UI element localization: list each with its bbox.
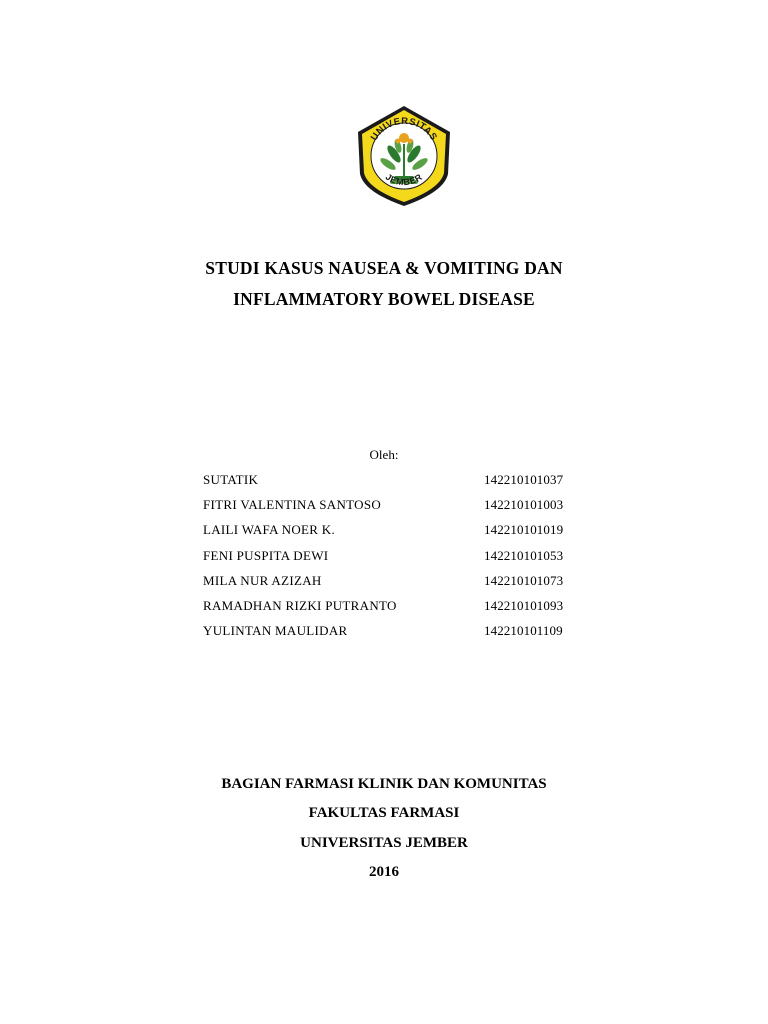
- author-row: [203, 573, 623, 598]
- author-row: [203, 472, 623, 497]
- author-name: FITRI VALENTINA SANTOSO: [203, 497, 382, 513]
- author-name: MILA NUR AZIZAH: [203, 572, 322, 588]
- document-title-line-2: INFLAMMATORY BOWEL DISEASE: [233, 289, 535, 309]
- author-nim: 142210101003: [484, 497, 564, 513]
- document-title-line-1: STUDI KASUS NAUSEA & VOMITING DAN: [205, 258, 563, 278]
- author-row: [203, 598, 623, 623]
- author-name: SUTATIK: [203, 472, 259, 487]
- author-list: [203, 472, 623, 648]
- document-year: 2016: [369, 864, 399, 880]
- author-nim: 142210101037: [484, 472, 564, 487]
- author-name: RAMADHAN RIZKI PUTRANTO: [203, 597, 397, 613]
- university-name: UNIVERSITAS JEMBER: [300, 835, 468, 851]
- department-name: BAGIAN FARMASI KLINIK DAN KOMUNITAS: [221, 776, 547, 792]
- author-name: YULINTAN MAULIDAR: [203, 623, 348, 639]
- author-row: [203, 497, 623, 522]
- author-row: [203, 548, 623, 573]
- author-nim: 142210101093: [484, 597, 564, 613]
- author-name: FENI PUSPITA DEWI: [203, 547, 329, 563]
- author-row: [203, 522, 623, 547]
- author-name: LAILI WAFA NOER K.: [203, 522, 336, 538]
- author-nim: 142210101053: [484, 547, 564, 563]
- author-nim: 142210101109: [484, 623, 563, 639]
- faculty-name: FAKULTAS FARMASI: [308, 805, 460, 821]
- university-logo: [352, 104, 456, 208]
- authors-heading: Oleh:: [369, 447, 399, 462]
- author-nim: 142210101019: [484, 522, 564, 538]
- logo-text-bottom: JEMBER: [383, 171, 425, 188]
- author-nim: 142210101073: [484, 572, 564, 588]
- logo-text-top: UNIVERSITAS: [368, 115, 440, 143]
- university-emblem-icon: [352, 104, 456, 208]
- author-row: [203, 623, 623, 648]
